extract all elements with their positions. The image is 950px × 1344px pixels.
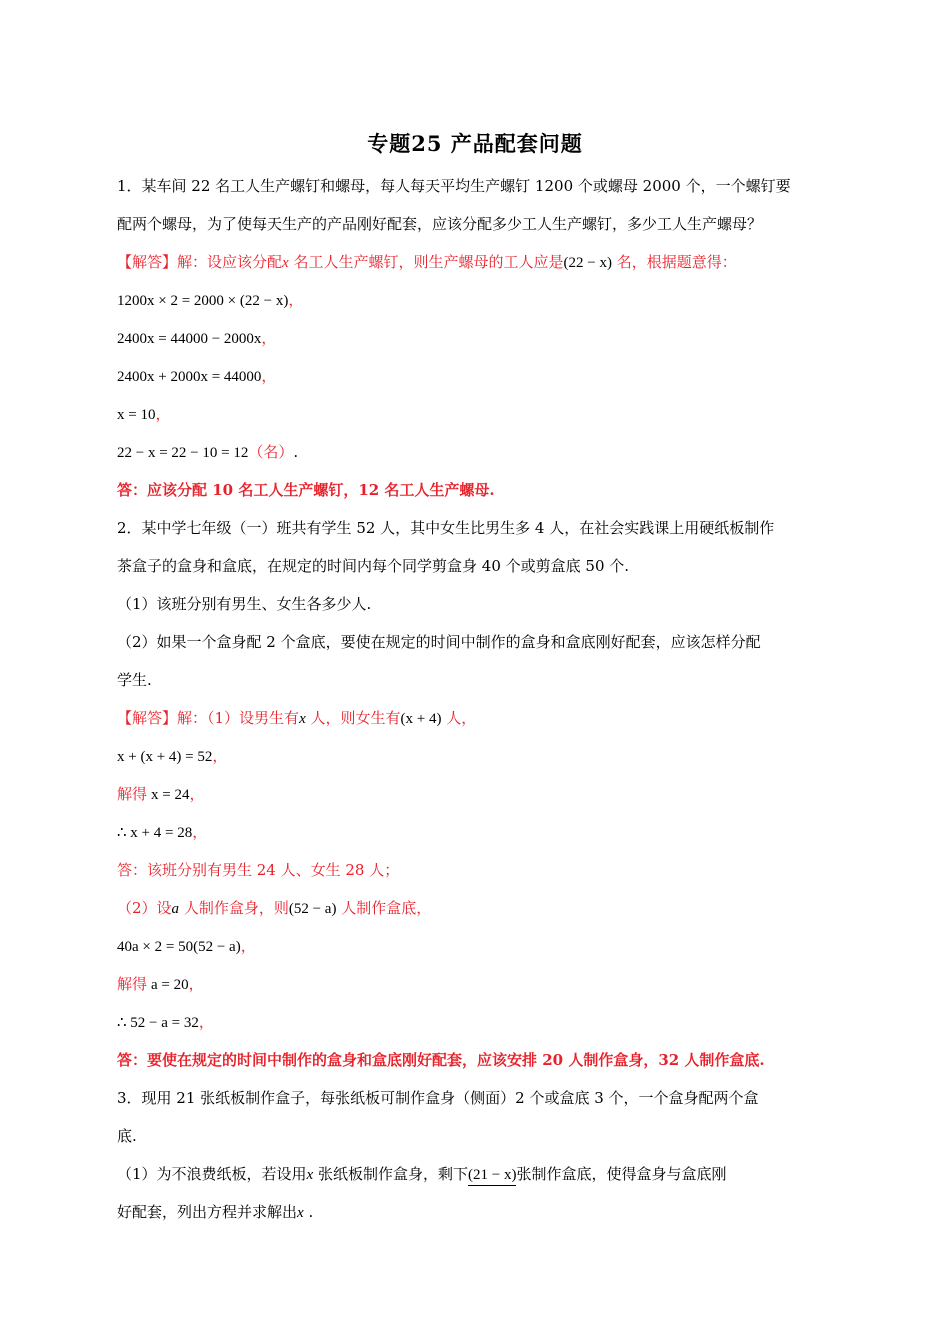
q1-equation-5: 22 − x = 22 − 10 = 12（名）. [117, 443, 299, 461]
page-title: 专题25 产品配套问题 [367, 131, 583, 156]
q2-equation-5: 解得 a = 20， [117, 975, 204, 993]
q2-equation-1: x + (x + 4) = 52， [117, 747, 228, 765]
q2-equation-2: 解得 x = 24， [117, 785, 205, 803]
q2-part-1: （1）该班分别有男生、女生各多少人. [117, 595, 372, 613]
q2-answer-intro: 【解答】解：（1）设男生有x 人，则女生有(x + 4) 人， [117, 709, 477, 727]
answer-label: 【解答】 [117, 253, 178, 271]
q3-part-1-line-2: 好配套，列出方程并求解出x . [117, 1203, 314, 1221]
q2-equation-3: ∴ x + 4 = 28， [117, 823, 208, 841]
q1-equation-3: 2400x + 2000x = 44000， [117, 367, 277, 385]
q3-line-1: 3．现用 21 张纸板制作盒子，每张纸板可制作盒身（侧面）2 个或盒底 3 个，一个盒身配两个盒 [117, 1089, 759, 1107]
q1-answer-intro: 【解答】解：设应该分配x 名工人生产螺钉，则生产螺母的工人应是(22 − x) 名，根据题意得： [117, 253, 737, 271]
q2-part-2-line-1: （2）如果一个盒身配 2 个盒底，要使在规定的时间中制作的盒身和盒底刚好配套，应该怎样分配 [117, 633, 761, 651]
q2-line-2: 茶盒子的盒身和盒底，在规定的时间内每个同学剪盒身 40 个或剪盒底 50 个. [117, 557, 630, 575]
q1-final-answer: 答：应该分配 10 名工人生产螺钉，12 名工人生产螺母. [117, 481, 495, 499]
q1-equation-2: 2400x = 44000 − 2000x， [117, 329, 277, 347]
q2-equation-6: ∴ 52 − a = 32， [117, 1013, 214, 1031]
q1-equation-1: 1200x × 2 = 2000 × (22 − x)， [117, 291, 304, 309]
q3-line-2: 底. [117, 1127, 137, 1145]
fill-in-blank: (21 − x) [468, 1165, 516, 1186]
q2-part-2-line-2: 学生. [117, 671, 152, 689]
q2-equation-4: 40a × 2 = 50(52 − a)， [117, 937, 256, 955]
q2-final-answer-2: 答：要使在规定的时间中制作的盒身和盒底刚好配套，应该安排 20 人制作盒身，32 人制作盒底. [117, 1051, 765, 1069]
q1-line-1: 1．某车间 22 名工人生产螺钉和螺母，每人每天平均生产螺钉 1200 个或螺母 2000 个，一个螺钉要 [117, 177, 791, 195]
q3-part-1-line-1: （1）为不浪费纸板，若设用x 张纸板制作盒身，剩下(21 − x)张制作盒底，使得盒身与盒底刚 [117, 1164, 837, 1186]
answer-label: 【解答】 [117, 709, 178, 727]
q2-line-1: 2．某中学七年级（一）班共有学生 52 人，其中女生比男生多 4 人，在社会实践课上用硬纸板制作 [117, 519, 775, 537]
q2-answer-part-2: （2）设a 人制作盒身，则(52 − a) 人制作盒底， [117, 899, 432, 917]
q1-equation-4: x = 10， [117, 405, 171, 423]
q1-line-2: 配两个螺母，为了使每天生产的产品刚好配套，应该分配多少工人生产螺钉，多少工人生产螺母？ [117, 215, 763, 233]
q2-final-answer-1: 答：该班分别有男生 24 人、女生 28 人； [117, 861, 400, 879]
